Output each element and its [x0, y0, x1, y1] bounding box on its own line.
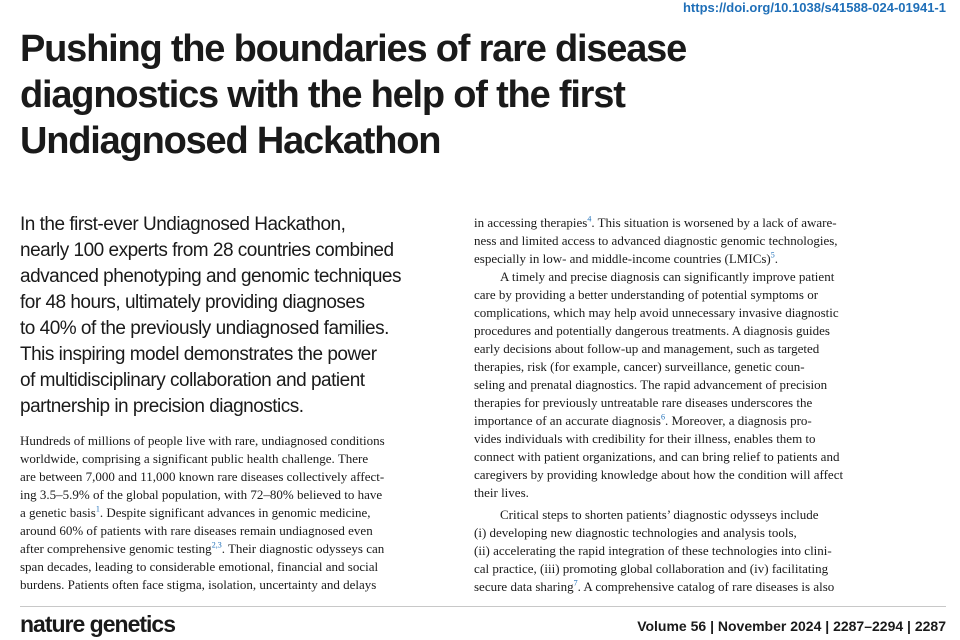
- body-line: care by providing a better understanding of potential symptoms or: [474, 287, 819, 302]
- body-line: [474, 214, 906, 232]
- body-column-left: [20, 432, 452, 594]
- doi-link[interactable]: https://doi.org/10.1038/s41588-024-01941-1: [682, 0, 946, 15]
- page-number: 2287: [914, 618, 946, 634]
- body-text: . Their diagnostic odysseys can: [221, 541, 385, 556]
- journal-logo: nature genetics: [20, 611, 175, 637]
- body-line: procedures and potentially dangerous treatments. A diagnosis guides: [474, 323, 830, 338]
- body-line: (i) developing new diagnostic technologies and analysis tools,: [474, 525, 797, 540]
- body-line: early decisions about follow-up and management, such as targeted: [474, 341, 820, 356]
- body-text: in accessing therapies: [474, 215, 588, 230]
- body-line: ing 3.5–5.9% of the global population, with 72–80% believed to have: [20, 487, 383, 502]
- standfirst-line: partnership in precision diagnostics.: [20, 396, 304, 417]
- volume-text: Volume 56 | November 2024 | 2287–2294 |: [637, 618, 915, 634]
- body-line: [474, 578, 906, 596]
- standfirst-line: In the first-ever Undiagnosed Hackathon,: [20, 214, 346, 235]
- body-line: connect with patient organizations, and can bring relief to patients and: [474, 449, 840, 464]
- standfirst-line: This inspiring model demonstrates the power: [20, 344, 377, 365]
- standfirst-line: for 48 hours, ultimately providing diagnoses: [20, 292, 365, 313]
- reference-link[interactable]: 2,3: [211, 540, 222, 550]
- reference-link[interactable]: 4: [587, 214, 592, 224]
- body-text: secure data sharing: [474, 579, 574, 594]
- body-text: . This situation is worsened by a lack of aware-: [591, 215, 837, 230]
- title-line: diagnostics with the help of the first: [20, 74, 625, 116]
- body-line: [474, 412, 906, 430]
- body-line: caregivers by providing knowledge about how the condition will affect: [474, 467, 844, 482]
- body-line: Critical steps to shorten patients’ diagnostic odysseys include: [500, 507, 819, 522]
- body-column-right: [474, 214, 906, 596]
- title-line: Pushing the boundaries of rare disease: [20, 28, 687, 70]
- standfirst-line: of multidisciplinary collaboration and patient: [20, 370, 365, 391]
- body-text: . Despite significant advances in genomic medicine,: [99, 505, 371, 520]
- body-line: Hundreds of millions of people live with rare, undiagnosed conditions: [20, 433, 385, 448]
- standfirst-line: advanced phenotyping and genomic techniques: [20, 266, 401, 287]
- standfirst-line: to 40% of the previously undiagnosed families.: [20, 318, 389, 339]
- reference-link[interactable]: 1: [95, 504, 100, 514]
- standfirst: [20, 212, 460, 420]
- body-text: especially in low- and middle-income countries (LMICs): [474, 251, 771, 266]
- body-line: therapies, risk (for example, cancer) surveillance, genetic coun-: [474, 359, 805, 374]
- body-line: [20, 504, 452, 522]
- body-line: [20, 540, 452, 558]
- body-line: around 60% of patients with rare diseases remain undiagnosed even: [20, 523, 373, 538]
- body-text: a genetic basis: [20, 505, 96, 520]
- footer-divider: [20, 606, 946, 607]
- volume-info: [637, 618, 946, 634]
- body-line: complications, which may help avoid unnecessary invasive diagnostic: [474, 305, 839, 320]
- body-line: cal practice, (iii) promoting global collaboration and (iv) facilitating: [474, 561, 829, 576]
- body-line: burdens. Patients often face stigma, isolation, uncertainty and delays: [20, 577, 377, 592]
- body-line: therapies for previously untreatable rare diseases underscores the: [474, 395, 813, 410]
- reference-link[interactable]: 7: [573, 578, 578, 588]
- standfirst-line: nearly 100 experts from 28 countries combined: [20, 240, 394, 261]
- reference-link[interactable]: 6: [660, 412, 665, 422]
- body-line: span decades, leading to considerable emotional, financial and social: [20, 559, 379, 574]
- body-line: [474, 250, 906, 268]
- body-line: seling and prenatal diagnostics. The rapid advancement of precision: [474, 377, 828, 392]
- body-text: . Moreover, a diagnosis pro-: [664, 413, 812, 428]
- body-line: vides individuals with credibility for their illness, enables them to: [474, 431, 816, 446]
- body-line: are between 7,000 and 11,000 known rare diseases collectively affect-: [20, 469, 385, 484]
- body-line: A timely and precise diagnosis can significantly improve patient: [500, 269, 835, 284]
- title-line: Undiagnosed Hackathon: [20, 120, 441, 162]
- body-text: after comprehensive genomic testing: [20, 541, 212, 556]
- article-title: [20, 26, 900, 164]
- body-line: (ii) accelerating the rapid integration of these technologies into clini-: [474, 543, 832, 558]
- body-line: ness and limited access to advanced diagnostic genomic technologies,: [474, 233, 838, 248]
- body-line: their lives.: [474, 485, 529, 500]
- body-text: importance of an accurate diagnosis: [474, 413, 661, 428]
- body-line: worldwide, comprising a significant public health challenge. There: [20, 451, 369, 466]
- body-text: .: [774, 251, 779, 266]
- body-text: . A comprehensive catalog of rare diseases is also: [577, 579, 835, 594]
- reference-link[interactable]: 5: [770, 250, 775, 260]
